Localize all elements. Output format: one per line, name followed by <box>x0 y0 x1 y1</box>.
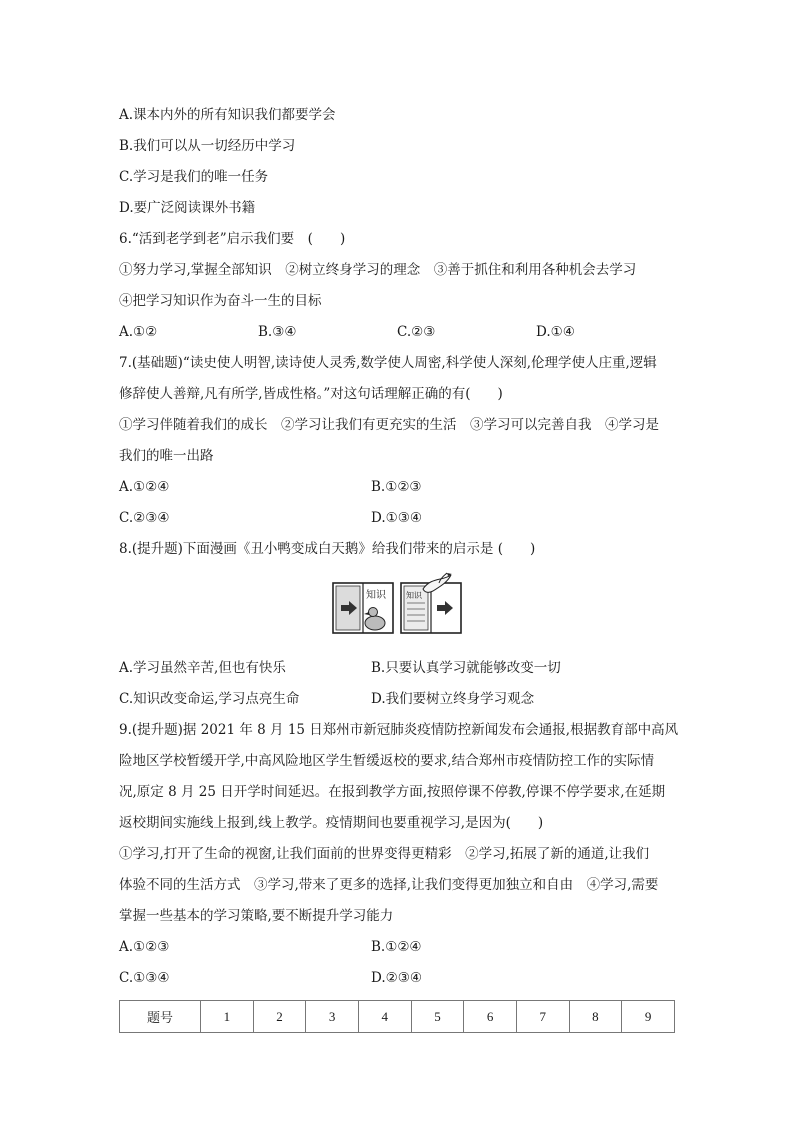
q8-option-d: D.我们要树立终身学习观念 <box>371 691 535 707</box>
q9-stem-line-4: 返校期间实施线上报到,线上教学。疫情期间也要重视学习,是因为( ) <box>119 815 544 831</box>
q7-stem-line-1: 7.(基础题)“读史使人明智,读诗使人灵秀,数学使人周密,科学使人深刻,伦理学使人庄重,逻辑 <box>119 355 657 371</box>
q8-options-row-1 <box>119 653 675 684</box>
q9-option-d: D.②③④ <box>371 970 422 986</box>
q6-statements-line-1: ①努力学习,掌握全部知识 ②树立终身学习的理念 ③善于抓住和利用各种机会去学习 <box>119 262 637 278</box>
q9-options-row-1 <box>119 932 675 963</box>
answer-table-number: 5 <box>411 1001 464 1033</box>
q7-options-row-1 <box>119 472 675 503</box>
q9-options-row-2 <box>119 963 675 994</box>
answer-table-header-row <box>120 1001 675 1033</box>
answer-table-number: 2 <box>253 1001 306 1033</box>
worksheet-content <box>119 100 679 1033</box>
q8-option-a: A.学习虽然辛苦,但也有快乐 <box>119 660 286 676</box>
q7-option-b: B.①②③ <box>371 479 422 495</box>
answer-table-number: 7 <box>516 1001 569 1033</box>
q8-option-b: B.只要认真学习就能够改变一切 <box>371 660 561 676</box>
answer-table-number: 1 <box>201 1001 254 1033</box>
q8-option-c: C.知识改变命运,学习点亮生命 <box>119 691 300 707</box>
answer-table-number: 9 <box>622 1001 675 1033</box>
answer-table-number: 4 <box>358 1001 411 1033</box>
q9-option-b: B.①②④ <box>371 939 422 955</box>
answer-table-header: 题号 <box>120 1001 201 1033</box>
q7-option-d: D.①③④ <box>371 510 422 526</box>
q8-stem: 8.(提升题)下面漫画《丑小鸭变成白天鹅》给我们带来的启示是 ( ) <box>119 541 536 557</box>
q6-options <box>119 317 675 348</box>
q7-statements-line-2: 我们的唯一出路 <box>119 448 214 464</box>
q5-option-d: D.要广泛阅读课外书籍 <box>119 200 256 216</box>
question-9 <box>119 715 679 994</box>
q6-statements-line-2: ④把学习知识作为奋斗一生的目标 <box>119 293 322 309</box>
answer-table-number: 6 <box>464 1001 517 1033</box>
q7-option-c: C.②③④ <box>119 510 170 526</box>
q7-statements-line-1: ①学习伴随着我们的成长 ②学习让我们有更充实的生活 ③学习可以完善自我 ④学习是 <box>119 417 659 433</box>
q7-stem-line-2: 修辞使人善辩,凡有所学,皆成性格。”对这句话理解正确的有( ) <box>119 386 503 402</box>
q9-option-c: C.①③④ <box>119 970 170 986</box>
q6-option-a: A.①② <box>119 324 158 340</box>
q6-option-b: B.③④ <box>258 324 297 340</box>
q9-statements-line-3: 掌握一些基本的学习策略,要不断提升学习能力 <box>119 908 394 924</box>
cartoon-ugly-duckling-figure <box>119 571 675 647</box>
answer-table <box>119 1000 675 1033</box>
q9-stem-line-1: 9.(提升题)据 2021 年 8 月 15 日郑州市新冠肺炎疫情防控新闻发布会通报,根据教育部中高风 <box>119 722 679 738</box>
left-book-label: 知识 <box>366 590 386 601</box>
q5-option-b: B.我们可以从一切经历中学习 <box>119 138 296 154</box>
right-book-label: 知识 <box>406 591 422 600</box>
q5-option-a: A.课本内外的所有知识我们都要学会 <box>119 107 336 123</box>
q7-options-row-2 <box>119 503 675 534</box>
cartoon-illustration <box>327 571 467 647</box>
q8-options-row-2 <box>119 684 675 715</box>
question-6 <box>119 224 675 348</box>
answer-table-number: 3 <box>306 1001 359 1033</box>
q9-stem-line-3: 况,原定 8 月 25 日开学时间延迟。在报到教学方面,按照停课不停教,停课不停学要求,在延期 <box>119 784 666 800</box>
question-8 <box>119 534 675 715</box>
q9-statements-line-2: 体验不同的生活方式 ③学习,带来了更多的选择,让我们变得更加独立和自由 ④学习,需要 <box>119 877 659 893</box>
question-5-options <box>119 100 675 224</box>
q9-statements-line-1: ①学习,打开了生命的视窗,让我们面前的世界变得更精彩 ②学习,拓展了新的通道,让我们 <box>119 846 650 862</box>
q9-stem-line-2: 险地区学校暂缓开学,中高风险地区学生暂缓返校的要求,结合郑州市疫情防控工作的实际情 <box>119 753 655 769</box>
q6-option-c: C.②③ <box>397 324 436 340</box>
q6-stem: 6.“活到老学到老”启示我们要 ( ) <box>119 231 346 247</box>
q7-option-a: A.①②④ <box>119 479 170 495</box>
q5-option-c: C.学习是我们的唯一任务 <box>119 169 269 185</box>
answer-table-number: 8 <box>569 1001 622 1033</box>
q6-option-d: D.①④ <box>536 324 575 340</box>
question-7 <box>119 348 675 534</box>
q9-option-a: A.①②③ <box>119 939 170 955</box>
